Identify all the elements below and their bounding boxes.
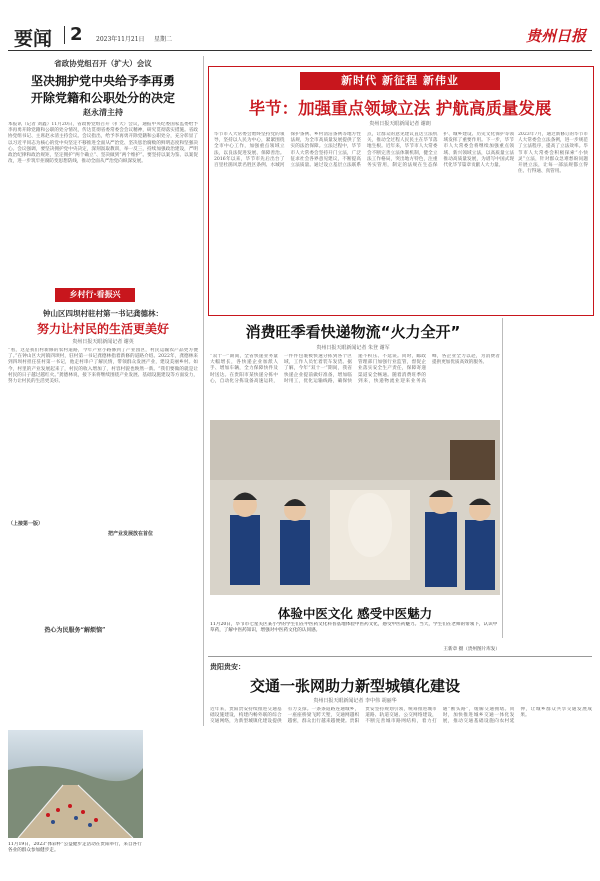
town-body: 近年来，贵阳贵安持续推进交通基础设施建设，构建内畅外联的综合交通网络，为新型城镇化建设提供有力支撑。一条条道路连通城乡，一座座桥梁飞跨天堑，交通网越织越密，群众出行越来越便捷。贵阳贵安坚持规划引领，统筹推进城市道路、轨道交通、公交网络建设，不断完善城市路网结构，着力打通“断头路”，缓解交通拥堵。同时，加快推进城乡交通一体化发展，推动交通基础设施向农村延伸，让城乡群众共享交通发展成果。	[210, 707, 592, 725]
paper-logo: 贵州日报	[525, 27, 586, 45]
page-header	[8, 22, 592, 50]
logistics-byline: 贵州日报天眼新闻记者 朱登 谢军	[316, 345, 390, 351]
village-subkicker: 把产业发展放在首位	[108, 531, 154, 537]
feature-banner-label: 新时代 新征程 新伟业	[341, 74, 459, 87]
header-divider	[64, 26, 65, 44]
left-story	[8, 56, 198, 196]
tcm-photo-caption: 11月20日，毕节市七星关区某小学的学生们在中医药文化科普基地体验中医药文化，感受中医药魅力。当天，学生们在老师的带领下，认识中草药，了解中医药知识，增强对中医药文化的认同感。	[210, 622, 498, 633]
tcm-photo-credit: 王新章 摄（贵州图片库发）	[443, 647, 500, 652]
left-story-title-2: 开除党籍和公职处分的决定	[30, 91, 175, 105]
village-body: “看，这是我们村新修的农村道路，今年产业小路修到了产业园区，村民运输农产品更方便了。”在钟山区大河镇四坝村，驻村第一书记龚德林指着新修的道路介绍。2022年，龚德林来到四坝村担任驻村第一书记，他走村串户了解民情，带领群众发展产业，建设美丽乡村。如今，村里的产业发展起来了，村民的收入增加了，村容村貌也焕然一新。“我们要做的就是让村民的日子越过越红火。”龚德林说，接下来将继续围绕产业发展、基础设施建设等方面发力，努力让村民的生活更美好。	[8, 348, 198, 385]
left-bottom-text	[148, 730, 200, 870]
left-misc-text	[8, 200, 198, 282]
feature-body: 毕节市人大常委会始终坚持党的领导，坚持以人民为中心，紧紧围绕全市中心工作，加强重点领域立法，以良法促进发展、保障善治。2016年以来，毕节市先后出台了百里杜鹃风景名胜区条例、水城河保护条例、乡村清洁条例等地方性法规，为全市高质量发展提供了坚实的法治保障。立法过程中，毕节市人大常委会坚持开门立法，广泛征求社会各界意见建议，不断提高立法质量。通过设立基层立法联系点，让群众的意见建议直达立法机关，推动全过程人民民主在毕节落地生根。近年来，毕节市人大常委会不断完善立法体制机制，健全立法工作格局，突出地方特色，注重务实管用，制定的法规在生态保护、城乡建设、历史文化保护等领域发挥了重要作用。下一步，毕节市人大常委会将继续加强重点领域、新兴领域立法，以高质量立法推动高质量发展，为谱写中国式现代化毕节篇章贡献人大力量。	[214, 132, 514, 169]
mid-divider	[208, 656, 592, 657]
feature-byline: 贵州日报天眼新闻记者 谢朗	[369, 121, 431, 127]
tcm-photo-art	[210, 420, 500, 595]
walk-photo-caption: 11月19日，2023“体彩杯”公益健步走活动在贵阳举行，来自各行各业的群众参加健步走。	[8, 842, 142, 853]
village-banner	[55, 288, 135, 302]
walk-photo	[8, 730, 143, 838]
feature-body-2: 2023年7月，通过新修订的毕节市人大常委会立法条例，进一步规范了立法程序，提高了立法效率。毕节市人大常委会积极探索“小快灵”立法，针对群众急难愁盼问题开展立法，让每一部法规都立得住、行得通、真管用。	[518, 132, 588, 175]
left-col-rule	[203, 56, 204, 726]
village-continued: （上接第一版）	[8, 521, 44, 527]
left-story-subtitle: 赵永清主持	[83, 107, 123, 117]
town-title: 交通一张网助力新型城镇化建设	[249, 677, 460, 695]
left-story-title-1: 坚决拥护党中央给予李再勇	[30, 74, 175, 88]
logistics-right-rule	[502, 318, 503, 638]
village-byline: 贵州日报天眼新闻记者 谢英	[72, 339, 134, 345]
feature-title: 毕节：加强重点领域立法 护航高质量发展	[248, 99, 552, 118]
town-kicker: 贵阳贵安：	[210, 662, 245, 671]
left-story-kicker: 省政协党组召开（扩大）会议	[54, 59, 152, 68]
walk-photo-art	[8, 730, 143, 838]
right-col-text	[506, 320, 592, 638]
issue-date: 2023年11月21日	[96, 36, 145, 43]
village-title: 努力让村民的生活更美好	[36, 322, 169, 336]
logistics-title: 消费旺季看快递物流“火力全开”	[245, 323, 461, 341]
issue-weekday: 星期二	[154, 36, 173, 43]
section-title: 要闻	[14, 28, 53, 50]
village-banner-label: 乡村行·看振兴	[69, 290, 121, 299]
town-byline: 贵州日报天眼新闻记者 李中伟 胡丽华	[313, 698, 397, 704]
page-number: 2	[70, 24, 83, 45]
left-story-body: 本报讯（记者 刘鑫）11月20日，省政协党组召开（扩大）会议，通报中央纪委国家监委给予李再勇开除党籍和公职的处分情况，传达贯彻省委常委会会议精神，研究贯彻落实措施。省政协党组书记、主席赵永清主持会议。会议指出，给予李再勇开除党籍和公职处分，充分彰显了以习近平同志为核心的党中央坚定不移推进全面从严治党、坚决惩治腐败的鲜明态度和坚强决心。会议强调，要坚决拥护党中央决定，深刻汲取教训，举一反三，持续加强政治建设，严明政治纪律和政治规矩，坚定拥护“两个确立”、坚决做到“两个维护”。要坚持以案为鉴、以案促改，进一步筑牢拒腐防变思想防线，推动全面从严治党向纵深发展。	[8, 122, 198, 165]
header-rule	[8, 50, 592, 51]
village-kicker: 钟山区四坝村驻村第一书记龚德林：	[43, 309, 163, 318]
village-subtitle: 热心为民服务“解烦恼”	[44, 627, 106, 634]
tcm-photo	[210, 420, 500, 595]
logistics-body: “双十一”期间，全省快递业务量大幅增长，各快递企业加派人手、增加车辆，全力保障快件及时送达。在贵阳市某快递分拣中心，自动化分拣设备高速运转，一件件包裹被快速分拣到各个区域，工作人员忙着装车发货。据了解，今年“双十一”期间，我省快递企业提前做好准备，增加临时用工，优化运输线路，确保快递不积压、不延误。同时，邮政管理部门加强行业监管，督促企业落实安全生产责任，保障寄递渠道安全畅通。随着消费旺季的到来，快递物流业迎来业务高峰，各企业全力以赴，为消费者提供更加优质高效的服务。	[210, 354, 500, 384]
feature-banner	[300, 72, 500, 90]
tcm-photo-title: 体验中医文化 感受中医魅力	[277, 606, 433, 621]
